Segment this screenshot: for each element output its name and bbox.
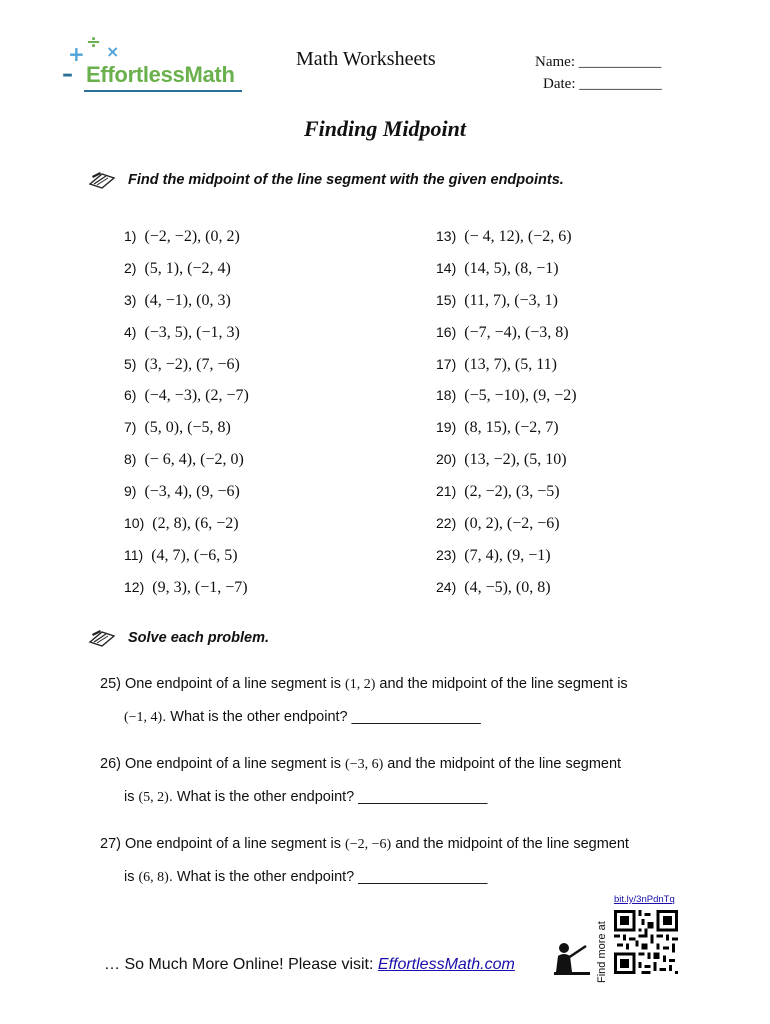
problem-number: 6) — [124, 387, 137, 404]
problem-endpoints: (4, −1), (0, 3) — [144, 291, 231, 309]
problem-number: 1) — [124, 228, 137, 244]
instruction-1 — [88, 170, 564, 190]
wp27-text-a: 27) One endpoint of a line segment is — [100, 836, 346, 852]
problem-endpoints: (− 6, 4), (−2, 0) — [144, 451, 244, 469]
instruction-2-text: Solve each problem. — [128, 630, 270, 646]
problem-item — [124, 352, 249, 384]
problem-endpoints: (2, 8), (6, −2) — [152, 515, 239, 533]
problem-endpoints: (0, 2), (−2, −6) — [464, 515, 560, 533]
problem-item — [124, 575, 249, 607]
word-problem-27 — [100, 828, 690, 894]
instruction-2 — [88, 628, 269, 648]
wp26-point-1: (−3, 6) — [345, 757, 384, 772]
wp25-text-b: and the midpoint of the line segment is — [375, 676, 628, 692]
problem-number: 13) — [436, 228, 457, 244]
problem-endpoints: (5, 1), (−2, 4) — [144, 259, 231, 277]
times-icon: × — [106, 42, 120, 61]
page-title: Finding Midpoint — [303, 116, 466, 141]
problem-item — [436, 447, 577, 479]
wp27-text-c0: is — [124, 869, 139, 885]
date-field: Date: ___________ — [543, 76, 662, 92]
problem-item — [436, 256, 577, 288]
problem-item — [436, 479, 577, 511]
problem-item — [436, 288, 577, 320]
problem-number: 15) — [436, 291, 457, 308]
problem-endpoints: (13, 7), (5, 11) — [464, 355, 557, 373]
wp26-text-a: 26) One endpoint of a line segment is — [100, 756, 346, 772]
problem-item — [124, 383, 249, 415]
find-more-label: Find more at — [596, 921, 608, 983]
problem-number: 18) — [436, 387, 457, 404]
wp27-point-2: (6, 8) — [138, 870, 169, 885]
problem-endpoints: (4, 7), (−6, 5) — [151, 546, 238, 564]
problem-item — [124, 511, 249, 543]
problem-item — [124, 415, 249, 447]
problem-endpoints: (− 4, 12), (−2, 6) — [464, 228, 572, 245]
wp26-text-b: and the midpoint of the line segment — [383, 756, 622, 772]
word-problem-26 — [100, 748, 690, 814]
problem-endpoints: (8, 15), (−2, 7) — [464, 419, 559, 437]
minus-icon: – — [62, 62, 73, 87]
problem-item — [436, 575, 577, 607]
problem-item — [124, 447, 249, 479]
problem-item — [436, 352, 577, 384]
problem-number: 14) — [436, 259, 457, 276]
problem-endpoints: (5, 0), (−5, 8) — [144, 419, 231, 437]
problem-endpoints: (11, 7), (−3, 1) — [464, 291, 558, 309]
problem-number: 4) — [124, 323, 137, 340]
problem-item — [124, 288, 249, 320]
problem-number: 3) — [124, 291, 137, 308]
problem-endpoints: (13, −2), (5, 10) — [464, 451, 567, 469]
problem-endpoints: (14, 5), (8, −1) — [464, 259, 559, 277]
problem-item — [436, 383, 577, 415]
problem-number: 23) — [436, 546, 457, 563]
problem-number: 9) — [124, 483, 137, 500]
problem-number: 20) — [436, 451, 457, 468]
divide-icon: ÷ — [86, 32, 102, 53]
problem-number: 8) — [124, 451, 137, 468]
problem-item — [124, 256, 249, 288]
wp27-text-c: . What is the other endpoint? ________________ — [168, 869, 488, 885]
problem-endpoints: (4, −5), (0, 8) — [464, 578, 551, 596]
wp26-text-c: . What is the other endpoint? ________________ — [168, 789, 488, 805]
problem-endpoints: (−3, 4), (9, −6) — [144, 483, 240, 501]
name-field: Name: ___________ — [535, 54, 662, 70]
problem-endpoints: (2, −2), (3, −5) — [464, 483, 560, 501]
problem-number: 7) — [124, 419, 137, 436]
problem-endpoints: (7, 4), (9, −1) — [464, 546, 551, 564]
problem-number: 22) — [436, 515, 457, 532]
effortlessmath-link[interactable]: EffortlessMath.com — [377, 956, 515, 973]
problem-endpoints: (−4, −3), (2, −7) — [144, 387, 249, 405]
problem-endpoints: (−7, −4), (−3, 8) — [464, 323, 569, 341]
problem-item — [124, 224, 249, 256]
wp27-point-1: (−2, −6) — [345, 837, 392, 852]
problem-number: 5) — [124, 355, 137, 372]
wp25-point-2: (−1, 4) — [124, 710, 163, 725]
problems-column-right — [436, 224, 577, 607]
problem-endpoints: (−5, −10), (9, −2) — [464, 387, 577, 405]
instruction-1-text: Find the midpoint of the line segment with the given endpoints. — [128, 172, 564, 188]
problem-endpoints: (−2, −2), (0, 2) — [144, 228, 240, 245]
problem-number: 11) — [124, 546, 144, 563]
problem-item — [124, 543, 249, 575]
problem-item — [436, 415, 577, 447]
problem-endpoints: (3, −2), (7, −6) — [144, 355, 240, 373]
problem-number: 2) — [124, 259, 137, 276]
effortlessmath-logo — [62, 32, 252, 94]
problem-endpoints: (−3, 5), (−1, 3) — [144, 323, 240, 341]
wp25-text-a: 25) One endpoint of a line segment is — [100, 676, 346, 692]
wp27-text-b: and the midpoint of the line segment — [391, 836, 629, 852]
logo-text: EffortlessMath — [86, 62, 235, 87]
header-title: Math Worksheets — [296, 48, 436, 70]
teacher-pointing-icon — [552, 938, 592, 978]
problem-number: 10) — [124, 515, 145, 532]
problem-item — [436, 543, 577, 575]
wp25-text-c: . What is the other endpoint? ________________ — [162, 709, 481, 725]
plus-icon: + — [68, 42, 85, 66]
qr-code[interactable] — [614, 910, 678, 974]
pencil-paper-icon — [88, 628, 116, 648]
problem-number: 16) — [436, 323, 457, 340]
bitly-link[interactable]: bit.ly/3nPdnTq — [614, 894, 675, 905]
footer-text — [104, 956, 515, 974]
problem-number: 12) — [124, 578, 145, 595]
problem-item — [124, 479, 249, 511]
word-problem-25 — [100, 668, 690, 734]
footer-text-label: … So Much More Online! Please visit: — [104, 956, 378, 973]
pencil-paper-icon — [88, 170, 116, 190]
problem-number: 19) — [436, 419, 457, 436]
problem-item — [124, 320, 249, 352]
problem-item — [436, 320, 577, 352]
logo-underline — [84, 90, 242, 92]
wp26-point-2: (5, 2) — [138, 790, 169, 805]
wp25-point-1: (1, 2) — [345, 677, 376, 692]
problem-item — [436, 511, 577, 543]
problem-endpoints: (9, 3), (−1, −7) — [152, 578, 248, 596]
problems-column-left — [124, 224, 249, 607]
problem-number: 21) — [436, 483, 457, 500]
problem-number: 17) — [436, 355, 457, 372]
problem-item — [436, 224, 577, 256]
problem-number: 24) — [436, 578, 457, 595]
wp26-text-c0: is — [124, 789, 139, 805]
